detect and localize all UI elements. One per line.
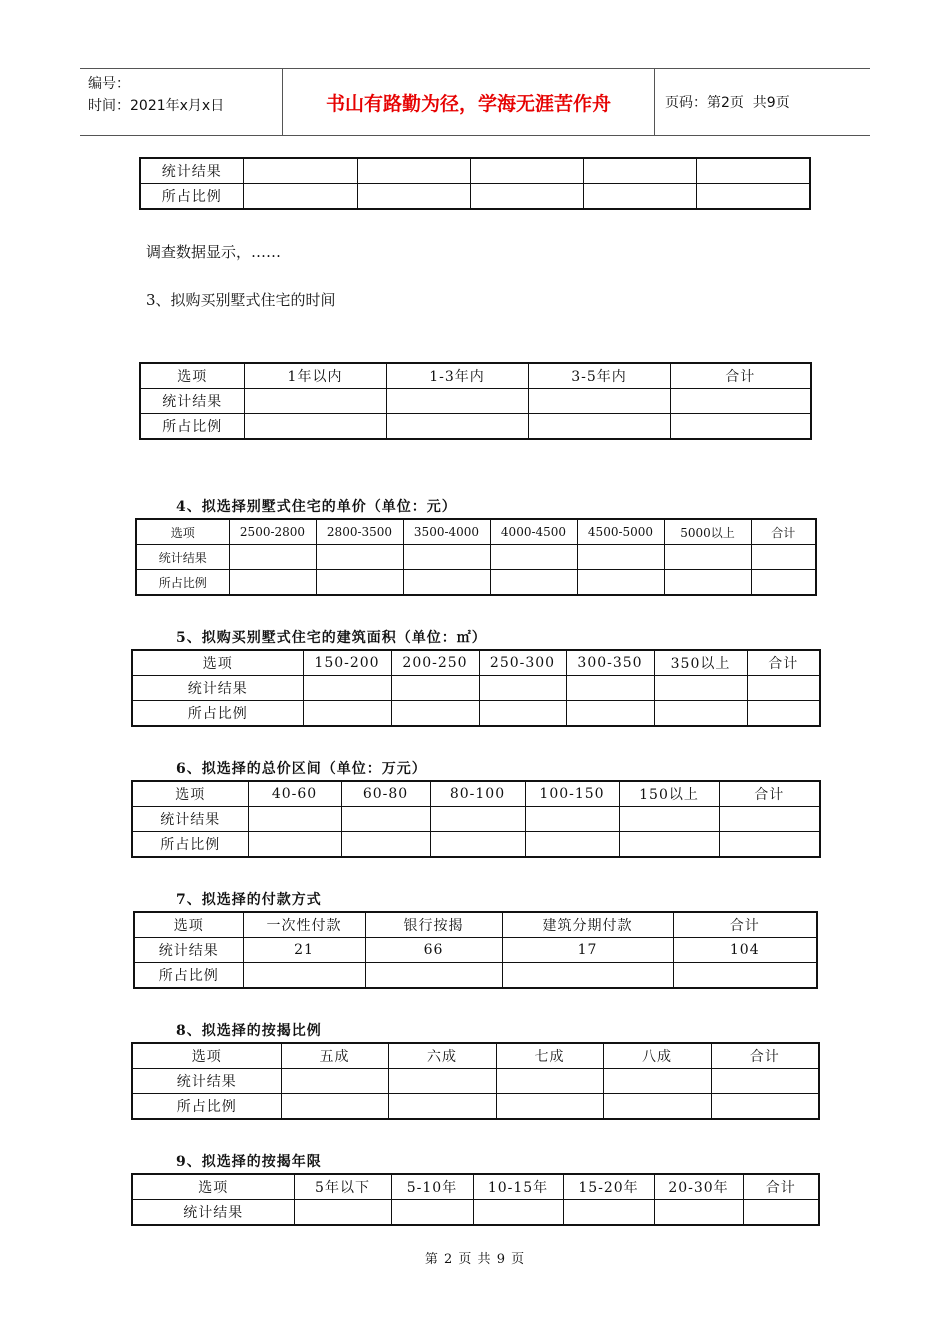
table-cell: 20-30年 — [654, 1174, 743, 1200]
table-7 — [133, 911, 818, 989]
table-cell — [747, 676, 820, 701]
time-label: 时间：2021年x月x日 — [88, 98, 225, 114]
row-label-cell: 选项 — [132, 781, 248, 807]
table-cell — [391, 676, 479, 701]
row-label-cell: 统计结果 — [140, 389, 244, 414]
table-cell — [386, 414, 528, 440]
row-label-cell: 所占比例 — [134, 963, 243, 989]
table-row — [132, 807, 820, 832]
table-cell — [229, 545, 316, 570]
survey-note: 调查数据显示，…… — [146, 243, 282, 261]
table-cell: 1-3年内 — [386, 363, 528, 389]
table-cell: 银行按揭 — [365, 912, 502, 938]
table-cell — [303, 701, 391, 727]
table-cell — [403, 570, 490, 596]
table-row — [132, 1094, 819, 1120]
table-cell — [388, 1069, 496, 1094]
table-cell: 建筑分期付款 — [502, 912, 673, 938]
table-cell — [248, 807, 341, 832]
table-cell — [403, 545, 490, 570]
table-cell — [577, 545, 664, 570]
table-cell: 21 — [243, 938, 365, 963]
table-cell — [243, 963, 365, 989]
table-cell — [711, 1094, 819, 1120]
table-cell: 六成 — [388, 1043, 496, 1069]
table-cell — [711, 1069, 819, 1094]
table-cell: 60-80 — [341, 781, 430, 807]
table-cell — [525, 832, 619, 858]
table-cell: 5000以上 — [664, 519, 751, 545]
table-cell: 合计 — [743, 1174, 819, 1200]
row-label-cell: 统计结果 — [136, 545, 229, 570]
table-4-block — [135, 518, 815, 596]
section-5-title: 5、拟购买别墅式住宅的建筑面积（单位：㎡） — [176, 630, 487, 646]
table-cell — [654, 1200, 743, 1226]
row-label-cell: 统计结果 — [132, 676, 303, 701]
table-8 — [131, 1042, 820, 1120]
table-cell: 3500-4000 — [403, 519, 490, 545]
row-label-cell: 统计结果 — [132, 1200, 294, 1226]
row-label-cell: 选项 — [132, 1043, 281, 1069]
table-row — [134, 963, 817, 989]
row-label-cell: 所占比例 — [132, 1094, 281, 1120]
table-cell: 合计 — [670, 363, 811, 389]
table-cell — [303, 676, 391, 701]
table-cell — [563, 1200, 654, 1226]
table-4 — [135, 518, 817, 596]
section-8-title: 8、拟选择的按揭比例 — [176, 1023, 322, 1039]
table-cell: 4500-5000 — [577, 519, 664, 545]
page-footer: 第 2 页 共 9 页 — [424, 1252, 526, 1267]
table-cell — [743, 1200, 819, 1226]
table-row — [132, 832, 820, 858]
table-cell — [294, 1200, 391, 1226]
table-row — [140, 389, 811, 414]
table-cell: 七成 — [496, 1043, 603, 1069]
table-cell — [719, 832, 820, 858]
section-4-title: 4、拟选择别墅式住宅的单价（单位：元） — [176, 499, 457, 515]
table-3 — [139, 362, 812, 440]
table-9 — [131, 1173, 820, 1226]
table-cell — [577, 570, 664, 596]
table-row — [132, 1200, 819, 1226]
row-label-cell: 统计结果 — [132, 807, 248, 832]
table-row — [140, 184, 810, 210]
table-cell — [751, 570, 816, 596]
table-6-block — [131, 780, 819, 858]
section-6-title: 6、拟选择的总价区间（单位：万元） — [176, 761, 427, 777]
table-cell: 3-5年内 — [528, 363, 670, 389]
table-cell: 17 — [502, 938, 673, 963]
table-cell — [566, 701, 654, 727]
table-cell — [670, 389, 811, 414]
row-label-cell: 选项 — [132, 1174, 294, 1200]
table-cell: 合计 — [751, 519, 816, 545]
table-cell: 4000-4500 — [490, 519, 577, 545]
table-cell — [316, 570, 403, 596]
table-cell: 5-10年 — [391, 1174, 473, 1200]
table-cell — [365, 963, 502, 989]
table-cell: 一次性付款 — [243, 912, 365, 938]
row-label-cell: 选项 — [136, 519, 229, 545]
table-cell — [566, 676, 654, 701]
table-cell: 40-60 — [248, 781, 341, 807]
table-continued — [139, 157, 811, 210]
table-cell — [391, 701, 479, 727]
header-page-code: 页码：第2页 共9页 — [665, 95, 790, 111]
table-cell: 15-20年 — [563, 1174, 654, 1200]
row-label-cell: 选项 — [132, 650, 303, 676]
table-header-row — [132, 1043, 819, 1069]
table-row — [132, 1069, 819, 1094]
table-cell — [470, 158, 583, 184]
table-cell — [470, 184, 583, 210]
table-cell — [316, 545, 403, 570]
table-header-row — [134, 912, 817, 938]
table-cell — [357, 158, 470, 184]
table-cell — [243, 184, 357, 210]
table-cell — [496, 1094, 603, 1120]
table-cell — [502, 963, 673, 989]
table-cell — [244, 414, 386, 440]
table-cell — [386, 389, 528, 414]
table-cell: 合计 — [673, 912, 817, 938]
table-cell: 66 — [365, 938, 502, 963]
table-cell — [664, 545, 751, 570]
table-cell — [528, 414, 670, 440]
table-cell — [654, 701, 747, 727]
table-cell — [473, 1200, 563, 1226]
table-cell — [747, 701, 820, 727]
table-continued-block — [139, 157, 811, 210]
table-cell: 80-100 — [430, 781, 525, 807]
table-cell — [525, 807, 619, 832]
table-row — [132, 676, 820, 701]
table-cell — [490, 545, 577, 570]
table-cell: 150-200 — [303, 650, 391, 676]
table-cell — [281, 1069, 388, 1094]
table-cell — [388, 1094, 496, 1120]
table-cell: 150以上 — [619, 781, 719, 807]
table-cell — [619, 832, 719, 858]
serial-label: 编号： — [88, 76, 130, 92]
table-6 — [131, 780, 821, 858]
section-3-title: 3、拟购买别墅式住宅的时间 — [146, 291, 336, 309]
table-cell — [751, 545, 816, 570]
table-cell — [430, 832, 525, 858]
table-cell: 合计 — [719, 781, 820, 807]
table-cell: 300-350 — [566, 650, 654, 676]
table-cell: 五成 — [281, 1043, 388, 1069]
table-cell: 2800-3500 — [316, 519, 403, 545]
table-cell: 350以上 — [654, 650, 747, 676]
table-cell — [496, 1069, 603, 1094]
table-cell — [357, 184, 470, 210]
table-row — [136, 570, 816, 596]
table-cell — [603, 1094, 711, 1120]
table-cell — [430, 807, 525, 832]
table-cell — [248, 832, 341, 858]
table-row — [136, 545, 816, 570]
section-7-title: 7、拟选择的付款方式 — [176, 892, 322, 908]
table-header-row — [132, 650, 820, 676]
table-cell — [664, 570, 751, 596]
table-cell — [719, 807, 820, 832]
table-cell — [528, 389, 670, 414]
table-7-block — [133, 911, 816, 989]
table-cell — [654, 676, 747, 701]
table-cell — [479, 701, 566, 727]
row-label-cell: 所占比例 — [132, 832, 248, 858]
table-cell — [673, 963, 817, 989]
table-cell — [583, 158, 696, 184]
row-label-cell: 选项 — [134, 912, 243, 938]
table-cell: 200-250 — [391, 650, 479, 676]
table-5 — [131, 649, 821, 727]
table-cell: 2500-2800 — [229, 519, 316, 545]
table-cell: 104 — [673, 938, 817, 963]
table-row — [134, 938, 817, 963]
table-cell — [243, 158, 357, 184]
table-cell: 合计 — [747, 650, 820, 676]
table-8-block — [131, 1042, 818, 1120]
row-label-cell: 所占比例 — [132, 701, 303, 727]
table-row — [132, 701, 820, 727]
table-cell — [281, 1094, 388, 1120]
table-cell — [696, 158, 810, 184]
table-header-row — [136, 519, 816, 545]
row-label-cell: 所占比例 — [140, 184, 243, 210]
table-cell — [341, 832, 430, 858]
section-9-title: 9、拟选择的按揭年限 — [176, 1154, 322, 1170]
table-cell — [670, 414, 811, 440]
row-label-cell: 选项 — [140, 363, 244, 389]
table-cell — [341, 807, 430, 832]
table-cell — [229, 570, 316, 596]
table-cell — [619, 807, 719, 832]
table-cell: 100-150 — [525, 781, 619, 807]
row-label-cell: 所占比例 — [136, 570, 229, 596]
table-cell — [490, 570, 577, 596]
table-header-row — [132, 781, 820, 807]
table-cell: 10-15年 — [473, 1174, 563, 1200]
table-cell: 250-300 — [479, 650, 566, 676]
table-cell — [583, 184, 696, 210]
row-label-cell: 所占比例 — [140, 414, 244, 440]
row-label-cell: 统计结果 — [132, 1069, 281, 1094]
table-3-block — [139, 362, 812, 440]
table-cell — [391, 1200, 473, 1226]
table-cell: 八成 — [603, 1043, 711, 1069]
table-header-row — [132, 1174, 819, 1200]
row-label-cell: 统计结果 — [140, 158, 243, 184]
table-cell: 5年以下 — [294, 1174, 391, 1200]
header-meta — [80, 69, 283, 135]
table-cell — [244, 389, 386, 414]
table-header-row — [140, 363, 811, 389]
header-motto: 书山有路勤为径，学海无涯苦作舟 — [283, 69, 655, 135]
table-cell — [603, 1069, 711, 1094]
page-header — [80, 68, 870, 136]
table-cell — [479, 676, 566, 701]
table-5-block — [131, 649, 819, 727]
row-label-cell: 统计结果 — [134, 938, 243, 963]
table-row — [140, 414, 811, 440]
table-cell: 合计 — [711, 1043, 819, 1069]
table-cell — [696, 184, 810, 210]
table-cell: 1年以内 — [244, 363, 386, 389]
table-row — [140, 158, 810, 184]
table-9-block — [131, 1173, 818, 1226]
